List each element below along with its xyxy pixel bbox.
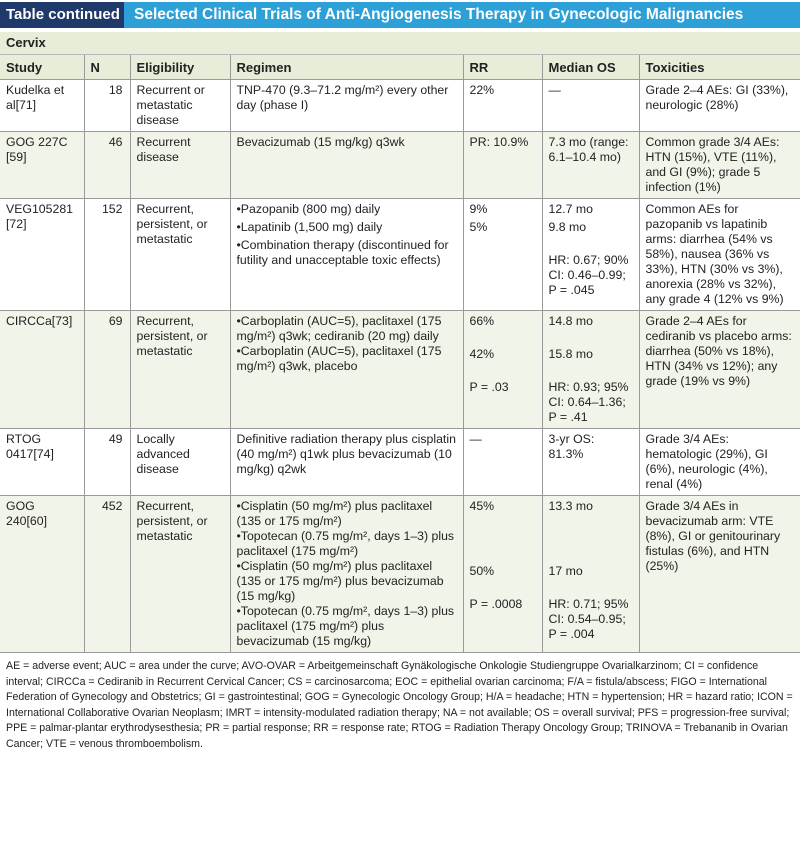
rr-value: 22% [469, 83, 495, 97]
cell-study: VEG105281 [72] [0, 199, 84, 311]
trials-table [0, 55, 800, 653]
regimen-item: •Combination therapy (discontinued for futility and unacceptable toxic effects) [236, 238, 449, 267]
regimen-item: •Cisplatin (50 mg/m²) plus paclitaxel (135 or 175 mg/m²) [236, 499, 433, 528]
os-hazard-ratio: HR: 0.93; 95% CI: 0.64–1.36; P = .41 [548, 380, 629, 424]
cell-toxicities: Grade 2–4 AEs for cediranib vs placebo arms: diarrhea (50% vs 18%), HTN (34% vs 12%); any grade (19% vs 9%) [639, 311, 800, 429]
cell-toxicities: Grade 3/4 AEs in bevacizumab arm: VTE (8%), GI or genitourinary fistulas (6%), and HTN (25%) [639, 496, 800, 653]
cell-rr [463, 199, 542, 311]
table-row [0, 199, 800, 311]
col-regimen: Regimen [230, 55, 463, 80]
cell-median-os [542, 311, 639, 429]
col-eligibility: Eligibility [130, 55, 230, 80]
cell-eligibility: Recurrent disease [130, 132, 230, 199]
os-value: — [548, 83, 561, 97]
os-value: 15.8 mo [548, 347, 593, 361]
regimen-item: •Topotecan (0.75 mg/m², days 1–3) plus paclitaxel (175 mg/m²) plus bevacizumab (15 mg/kg) [236, 604, 455, 648]
cell-median-os [542, 496, 639, 653]
cell-eligibility: Recurrent, persistent, or metastatic [130, 496, 230, 653]
regimen-item: Definitive radiation therapy plus cisplatin (40 mg/m²) q1wk plus bevacizumab (10 mg/kg) q2wk [236, 432, 456, 476]
abbreviations-footnote: AE = adverse event; AUC = area under the curve; AVO-OVAR = Arbeitgemeinschaft Gynäkologische Onkologie Studiengruppe Ovarialkarzinom; CI = confidence interval; CIRCCa = Cediranib in Recurrent Cervical Cancer; CS = carcinosarcoma; EOC = epithelial ovarian carcinoma; F/A = fistula/abscess; FIGO = International Federation of Gynecology and Obstetrics; GI = gastrointestinal; GOG = Gynecologic Oncology Group; H/A = headache; HTN = hypertension; HR = hazard ratio; ICON = International Collaborative Ovarian Neoplasm; IMRT = intensity-modulated radiation therapy; NA = not available; OS = overall survival; PFS = progression-free survival; PPE = palmar-plantar erythrodysesthesia; PR = partial response; RR = response rate; RTOG = Radiation Therapy Oncology Group; TRINOVA = Trebananib in Ovarian Cancer; VTE = venous thromboembolism. [6, 660, 793, 750]
column-header-row [0, 55, 800, 80]
cell-study: RTOG 0417[74] [0, 429, 84, 496]
cell-toxicities: Common grade 3/4 AEs: HTN (15%), VTE (11%), and GI (9%); grade 5 infection (1%) [639, 132, 800, 199]
cell-n: 152 [84, 199, 130, 311]
os-value: 17 mo [548, 564, 583, 578]
cell-rr [463, 429, 542, 496]
regimen-item: •Carboplatin (AUC=5), paclitaxel (175 mg/m²) q3wk; cediranib (20 mg) daily [236, 314, 442, 343]
cell-n: 49 [84, 429, 130, 496]
cell-n: 18 [84, 80, 130, 132]
cell-regimen [230, 496, 463, 653]
cell-rr [463, 496, 542, 653]
cell-toxicities: Common AEs for pazopanib vs lapatinib arms: diarrhea (54% vs 58%), nausea (36% vs 33%), HTN (30% vs 3%), anorexia (28% vs 32%), any grade 4 (12% vs 9%) [639, 199, 800, 311]
rr-value: 66% [469, 314, 495, 328]
cell-regimen [230, 80, 463, 132]
regimen-item: •Lapatinib (1,500 mg) daily [236, 220, 383, 234]
rr-value: 5% [469, 220, 488, 234]
cell-median-os [542, 429, 639, 496]
rr-p-value: P = .03 [469, 380, 509, 394]
table-continued-tag: Table continued [0, 2, 124, 28]
rr-value: 42% [469, 347, 495, 361]
regimen-item: TNP-470 (9.3–71.2 mg/m²) every other day (phase I) [236, 83, 449, 112]
os-value: 13.3 mo [548, 499, 593, 513]
regimen-item: •Cisplatin (50 mg/m²) plus paclitaxel (135 or 175 mg/m²) plus bevacizumab (15 mg/kg) [236, 559, 444, 603]
cell-study: GOG 227C [59] [0, 132, 84, 199]
table-header [0, 0, 800, 32]
rr-value: 45% [469, 499, 495, 513]
table-title: Selected Clinical Trials of Anti-Angiogenesis Therapy in Gynecologic Malignancies [124, 2, 800, 28]
cell-study: CIRCCa[73] [0, 311, 84, 429]
rr-value: — [469, 432, 482, 446]
cell-rr [463, 311, 542, 429]
os-value: 7.3 mo (range: 6.1–10.4 mo) [548, 135, 629, 164]
cell-rr [463, 80, 542, 132]
cell-eligibility: Recurrent, persistent, or metastatic [130, 199, 230, 311]
os-value: 14.8 mo [548, 314, 593, 328]
cell-n: 69 [84, 311, 130, 429]
table-row [0, 429, 800, 496]
regimen-item: •Pazopanib (800 mg) daily [236, 202, 381, 216]
regimen-item: •Topotecan (0.75 mg/m², days 1–3) plus paclitaxel (175 mg/m²) [236, 529, 455, 558]
cell-median-os [542, 80, 639, 132]
table-row [0, 496, 800, 653]
col-study: Study [0, 55, 84, 80]
table-row [0, 311, 800, 429]
cell-regimen [230, 429, 463, 496]
cell-n: 452 [84, 496, 130, 653]
rr-value: 50% [469, 564, 495, 578]
regimen-item: •Carboplatin (AUC=5), paclitaxel (175 mg/m²) q3wk, placebo [236, 344, 442, 373]
cell-regimen [230, 199, 463, 311]
cell-rr [463, 132, 542, 199]
section-heading: Cervix [0, 32, 800, 55]
os-value: 3-yr OS: 81.3% [548, 432, 595, 461]
os-value: 12.7 mo [548, 202, 593, 216]
col-n: N [84, 55, 130, 80]
cell-median-os [542, 199, 639, 311]
rr-value: 9% [469, 202, 488, 216]
cell-eligibility: Recurrent, persistent, or metastatic [130, 311, 230, 429]
col-toxicities: Toxicities [639, 55, 800, 80]
cell-regimen [230, 311, 463, 429]
regimen-item: Bevacizumab (15 mg/kg) q3wk [236, 135, 405, 149]
col-rr: RR [463, 55, 542, 80]
os-hazard-ratio: HR: 0.67; 90% CI: 0.46–0.99; P = .045 [548, 253, 629, 297]
rr-value: PR: 10.9% [469, 135, 529, 149]
cell-regimen [230, 132, 463, 199]
col-median-os: Median OS [542, 55, 639, 80]
cell-eligibility: Recurrent or metastatic disease [130, 80, 230, 132]
cell-study: GOG 240[60] [0, 496, 84, 653]
table-row [0, 80, 800, 132]
rr-p-value: P = .0008 [469, 597, 523, 611]
cell-toxicities: Grade 2–4 AEs: GI (33%), neurologic (28%) [639, 80, 800, 132]
cell-toxicities: Grade 3/4 AEs: hematologic (29%), GI (6%), neurologic (4%), renal (4%) [639, 429, 800, 496]
table-row [0, 132, 800, 199]
cell-eligibility: Locally advanced disease [130, 429, 230, 496]
cell-study: Kudelka et al[71] [0, 80, 84, 132]
cell-n: 46 [84, 132, 130, 199]
os-value: 9.8 mo [548, 220, 587, 234]
os-hazard-ratio: HR: 0.71; 95% CI: 0.54–0.95; P = .004 [548, 597, 629, 641]
cell-median-os [542, 132, 639, 199]
